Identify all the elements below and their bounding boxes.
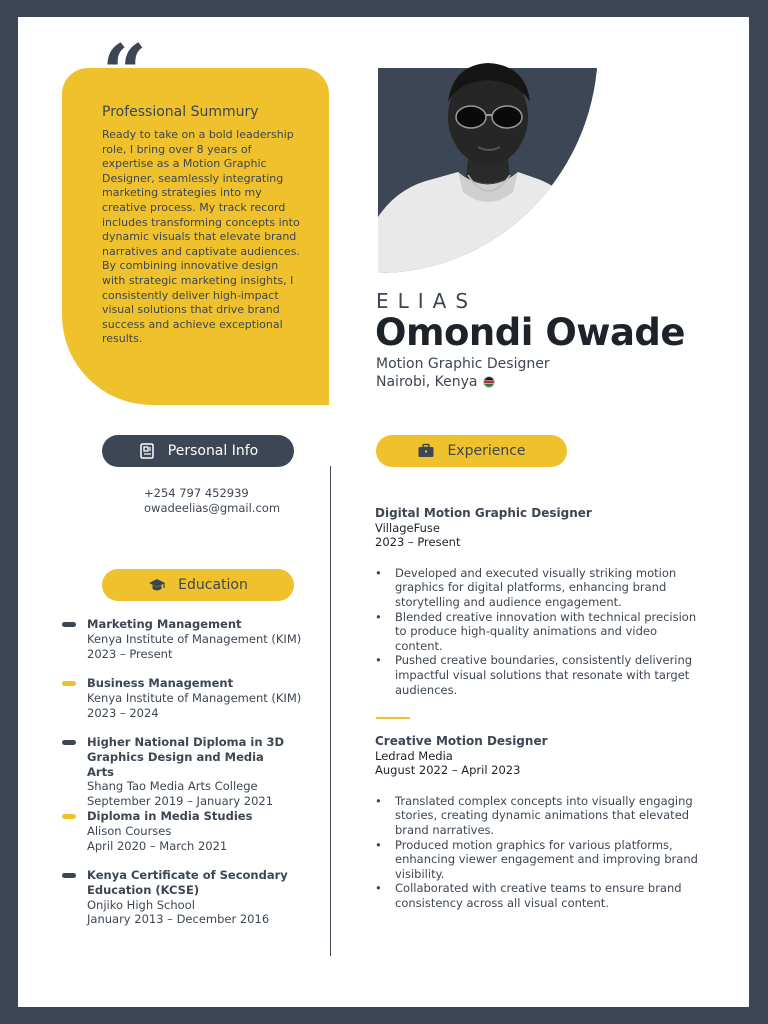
education-dates: 2023 – Present xyxy=(87,646,173,661)
personal-info-label: Personal Info xyxy=(167,443,259,459)
location-text: Nairobi, Kenya xyxy=(376,374,478,390)
job-title: Motion Graphic Designer xyxy=(376,356,550,372)
experience-bullet: • Pushed creative boundaries, consistently delivering impactful visual solutions that resonate with target audiences. xyxy=(375,653,705,697)
education-heading xyxy=(102,569,294,601)
experience-bullet: • Developed and executed visually striking motion graphics for digital platforms, enhancing brand storytelling and audience engagement. xyxy=(375,566,705,610)
experience-bullet: • Blended creative innovation with technical precision to produce high-quality animations and video content. xyxy=(375,610,705,654)
last-name: Omondi Owade xyxy=(375,311,685,354)
education-school: Kenya Institute of Management (KIM) xyxy=(87,690,302,705)
column-divider xyxy=(330,466,331,956)
experience-bullets xyxy=(375,566,705,697)
education-dates: September 2019 – January 2021 xyxy=(87,794,274,809)
experience-bullet: • Translated complex concepts into visually engaging stories, creating dynamic animations that elevated brand narratives. xyxy=(375,794,705,838)
briefcase-icon xyxy=(417,442,435,460)
email: owadeelias@gmail.com xyxy=(144,501,281,515)
education-degree: Diploma in Media Studies xyxy=(87,809,253,823)
education-item xyxy=(62,809,252,853)
education-school: Onjiko High School xyxy=(87,897,195,912)
education-dates: January 2013 – December 2016 xyxy=(87,912,270,927)
education-item xyxy=(62,676,301,720)
contact-info xyxy=(144,486,280,516)
personal-info-heading xyxy=(102,435,294,467)
id-card-icon xyxy=(138,442,156,460)
education-item xyxy=(62,868,292,927)
experience-bullets xyxy=(375,794,705,911)
education-school: Kenya Institute of Management (KIM) xyxy=(87,631,302,646)
experience-company: VillageFuse xyxy=(375,520,440,535)
education-school: Alison Courses xyxy=(87,823,172,838)
person-portrait-icon xyxy=(378,47,598,273)
education-label: Education xyxy=(178,577,248,593)
graduation-cap-icon xyxy=(148,576,166,594)
education-dates: April 2020 – March 2021 xyxy=(87,838,228,853)
experience-item xyxy=(375,734,705,911)
experience-dates: August 2022 – April 2023 xyxy=(375,763,521,778)
experience-heading xyxy=(376,435,567,467)
experience-role: Creative Motion Designer xyxy=(375,734,548,748)
quote-icon: “ xyxy=(102,28,147,119)
profile-photo xyxy=(378,47,598,273)
summary-text: Ready to take on a bold leadership role, I bring over 8 years of expertise as a Motion Graphic Designer, seamlessly integrating marketing strategies into my creative process. My track record includes transforming concepts into dynamic visuals that elevate brand narratives and captivate audiences. By combining innovative design with strategic marketing insights, I consistently deliver high-impact visual solutions that drive brand success and achieve exceptional results. xyxy=(102,128,300,346)
education-item xyxy=(62,735,292,809)
experience-item xyxy=(375,506,705,697)
education-degree: Marketing Management xyxy=(87,617,242,631)
experience-label: Experience xyxy=(447,443,526,459)
first-name: ELIAS xyxy=(376,289,478,313)
resume-page xyxy=(18,17,749,1007)
phone: +254 797 452939 xyxy=(144,486,249,500)
location xyxy=(376,374,495,390)
experience-bullet: • Collaborated with creative teams to ensure brand consistency across all visual content. xyxy=(375,881,705,910)
experience-company: Ledrad Media xyxy=(375,748,453,763)
kenya-flag-icon xyxy=(483,376,495,388)
education-school: Shang Tao Media Arts College xyxy=(87,779,258,794)
experience-dates: 2023 – Present xyxy=(375,535,461,550)
education-item xyxy=(62,617,301,661)
education-dates: 2023 – 2024 xyxy=(87,705,159,720)
education-degree: Kenya Certificate of Secondary Education (KCSE) xyxy=(87,868,288,897)
education-degree: Higher National Diploma in 3D Graphics Design and Media Arts xyxy=(87,735,285,779)
education-degree: Business Management xyxy=(87,676,234,690)
experience-role: Digital Motion Graphic Designer xyxy=(375,506,592,520)
experience-separator xyxy=(376,717,410,719)
summary-title: Professional Summury xyxy=(102,104,259,120)
experience-bullet: • Produced motion graphics for various platforms, enhancing viewer engagement and improving brand visibility. xyxy=(375,838,705,882)
